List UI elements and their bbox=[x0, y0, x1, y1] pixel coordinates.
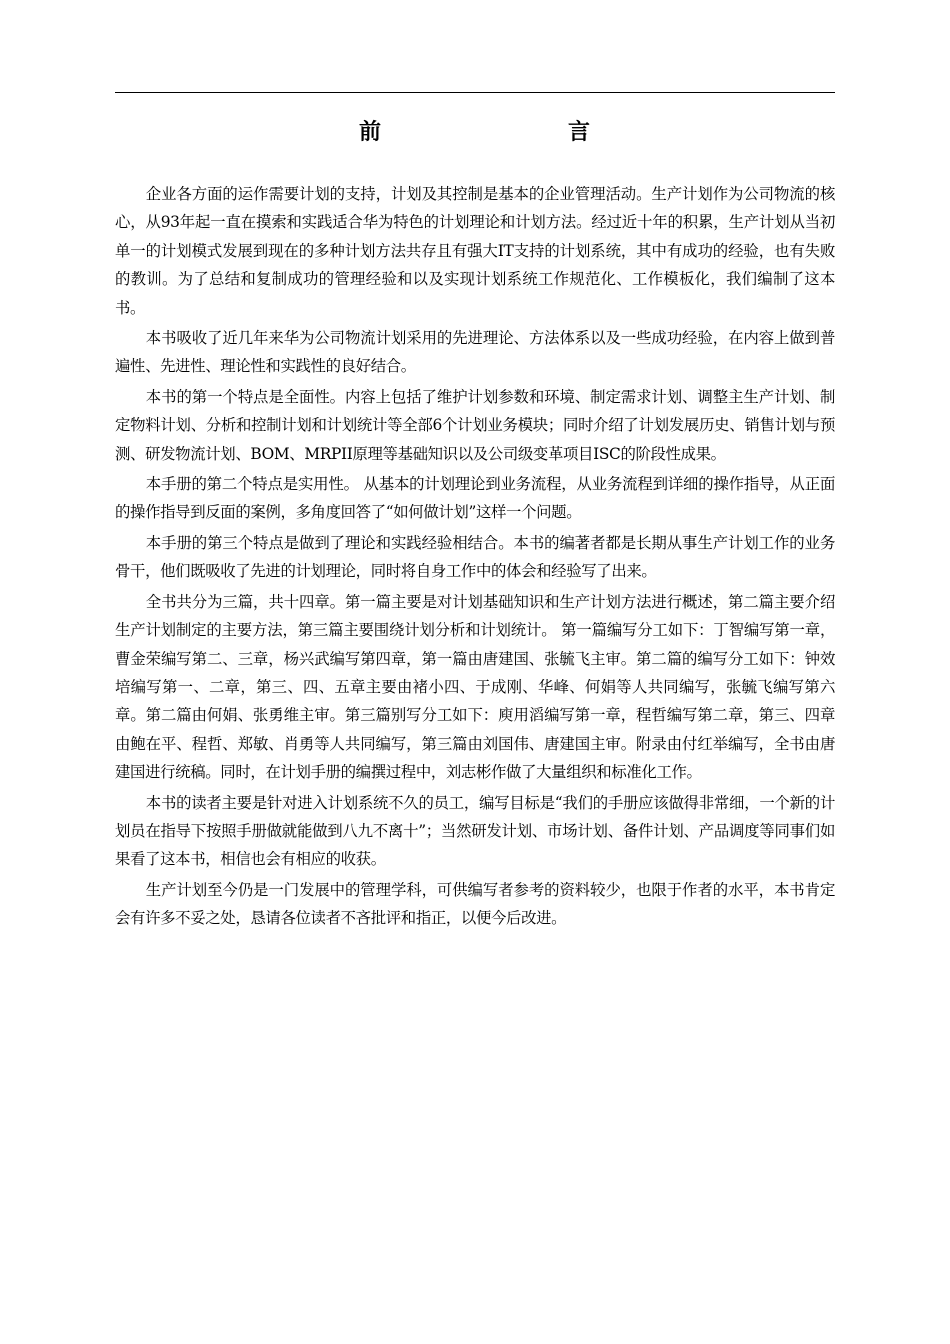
header-rule bbox=[115, 92, 835, 93]
title-char-1: 前 bbox=[359, 120, 382, 145]
preface-body bbox=[115, 180, 835, 935]
paragraph: 本手册的第三个特点是做到了理论和实践经验相结合。本书的编著者都是长期从事生产计划工作的业务骨干，他们既吸收了先进的计划理论，同时将自身工作中的体会和经验写了出来。 bbox=[115, 533, 835, 581]
paragraph: 企业各方面的运作需要计划的支持，计划及其控制是基本的企业管理活动。生产计划作为公司物流的核心，从93年起一直在摸索和实践适合华为特色的计划理论和计划方法。经过近十年的积累，生产计划从当初单一的计划模式发展到现在的多种计划方法共存且有强大IT支持的计划系统，其中有成功的经验，也有失败的教训。为了总结和复制成功的管理经验和以及实现计划系统工作规范化、工作模板化，我们编制了这本书。 bbox=[115, 185, 835, 317]
paragraph: 本手册的第二个特点是实用性。 从基本的计划理论到业务流程，从业务流程到详细的操作指导，从正面的操作指导到反面的案例，多角度回答了“如何做计划”这样一个问题。 bbox=[115, 475, 835, 522]
page-title bbox=[0, 116, 950, 150]
paragraph: 本书的第一个特点是全面性。内容上包括了维护计划参数和环境、制定需求计划、调整主生产计划、制定物料计划、分析和控制计划和计划统计等全部6个计划业务模块；同时介绍了计划发展历史、销售计划与预测、研发物流计划、BOM、MRPII原理等基础知识以及公司级变革项目ISC的阶段性成果。 bbox=[115, 387, 835, 463]
paragraph: 生产计划至今仍是一门发展中的管理学科，可供编写者参考的资料较少，也限于作者的水平，本书肯定会有许多不妥之处，恳请各位读者不吝批评和指正，以便今后改进。 bbox=[115, 880, 835, 928]
paragraph: 本书的读者主要是针对进入计划系统不久的员工，编写目标是“我们的手册应该做得非常细，一个新的计划员在指导下按照手册做就能做到八九不离十”；当然研发计划、市场计划、备件计划、产品调度等同事们如果看了这本书，相信也会有相应的收获。 bbox=[115, 793, 835, 869]
title-char-2: 言 bbox=[568, 120, 591, 145]
paragraph: 全书共分为三篇，共十四章。第一篇主要是对计划基础知识和生产计划方法进行概述，第二篇主要介绍生产计划制定的主要方法，第三篇主要围绕计划分析和计划统计。 第一篇编写分工如下：丁智编写第一章， 曹金荣编写第二、三章，杨兴武编写第四章，第一篇由唐建国、张毓飞主审。第二篇的编写分工如下：钟效培编写第一、二章，第三、四、五章主要由褚小四、于成刚、华峰、何娟等人共同编写，张毓飞编写第六章。第二篇由何娟、张勇维主审。第三篇别写分工如下：庾用滔编写第一章，程哲编写第二章，第三、四章由鲍在平、程哲、郑敏、肖勇等人共同编写，第三篇由刘国伟、唐建国主审。附录由付红举编写，全书由唐建国进行统稿。同时，在计划手册的编撰过程中，刘志彬作做了大量组织和标准化工作。 bbox=[115, 592, 835, 782]
paragraph: 本书吸收了近几年来华为公司物流计划采用的先进理论、方法体系以及一些成功经验，在内容上做到普遍性、先进性、理论性和实践性的良好结合。 bbox=[115, 329, 835, 376]
